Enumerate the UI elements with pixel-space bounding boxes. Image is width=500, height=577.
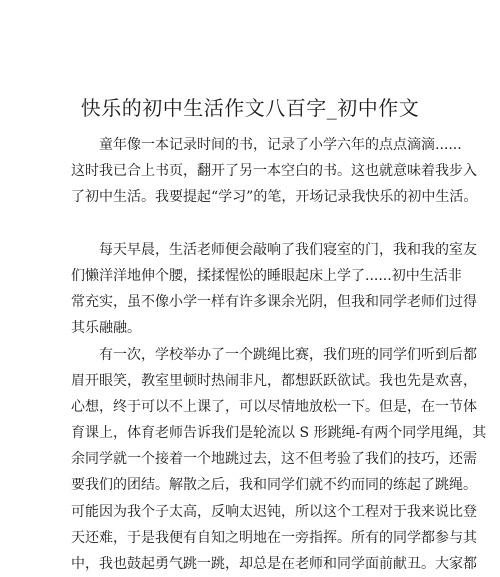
paragraph-line: 心想，终于可以不上课了，可以尽情地放松一下。但是，在一节体 [71,394,431,420]
paragraph-spacer [71,211,431,237]
paragraph-line: 眉开眼笑，教室里顿时热闹非凡，都想跃跃欲试。我也先是欢喜， [71,368,431,394]
paragraph-line: 育课上，体育老师告诉我们是轮流以 S 形跳绳-有两个同学甩绳，其 [71,420,431,446]
paragraph-line: 童年像一本记录时间的书，记录了小学六年的点点滴滴...... [71,132,431,158]
paragraph-line: 中，我也鼓起勇气跳一跳，却总是在老师和同学面前献丑。大家都 [71,551,431,577]
paragraph-2 [71,237,431,342]
paragraph-line: 常充实，虽不像小学一样有许多课余光阴，但我和同学老师们过得 [71,289,431,315]
paragraph-line: 每天早晨，生活老师便会敲响了我们寝室的门，我和我的室友 [71,237,431,263]
paragraph-line: 可能因为我个子太高，反响太迟钝，所以这个工程对于我来说比登 [71,499,431,525]
paragraph-line: 天还难，于是我便有自知之明地在一旁指挥。所有的同学都参与其 [71,525,431,551]
paragraph-line: 其乐融融。 [71,315,431,341]
paragraph-line: 们懒洋洋地伸个腰，揉揉惺忪的睡眼起床上学了......初中生活非 [71,263,431,289]
paragraph-line: 了初中生活。我要提起“学习”的笔，开场记录我快乐的初中生活。 [71,184,431,210]
paragraph-line: 有一次，学校举办了一个跳绳比赛，我们班的同学们听到后都 [71,342,431,368]
paragraph-3 [71,342,431,577]
paragraph-line: 要我们的团结。解散之后，我和同学们就不约而同的练起了跳绳。 [71,472,431,498]
paragraph-line: 这时我已合上书页，翻开了另一本空白的书。这也就意味着我步入 [71,158,431,184]
document-body [71,132,431,577]
paragraph-1 [71,132,431,211]
paragraph-line: 余同学就一个接着一个地跳过去，这不但考验了我们的技巧，还需 [71,446,431,472]
document-title: 快乐的初中生活作文八百字_初中作文 [0,94,500,122]
